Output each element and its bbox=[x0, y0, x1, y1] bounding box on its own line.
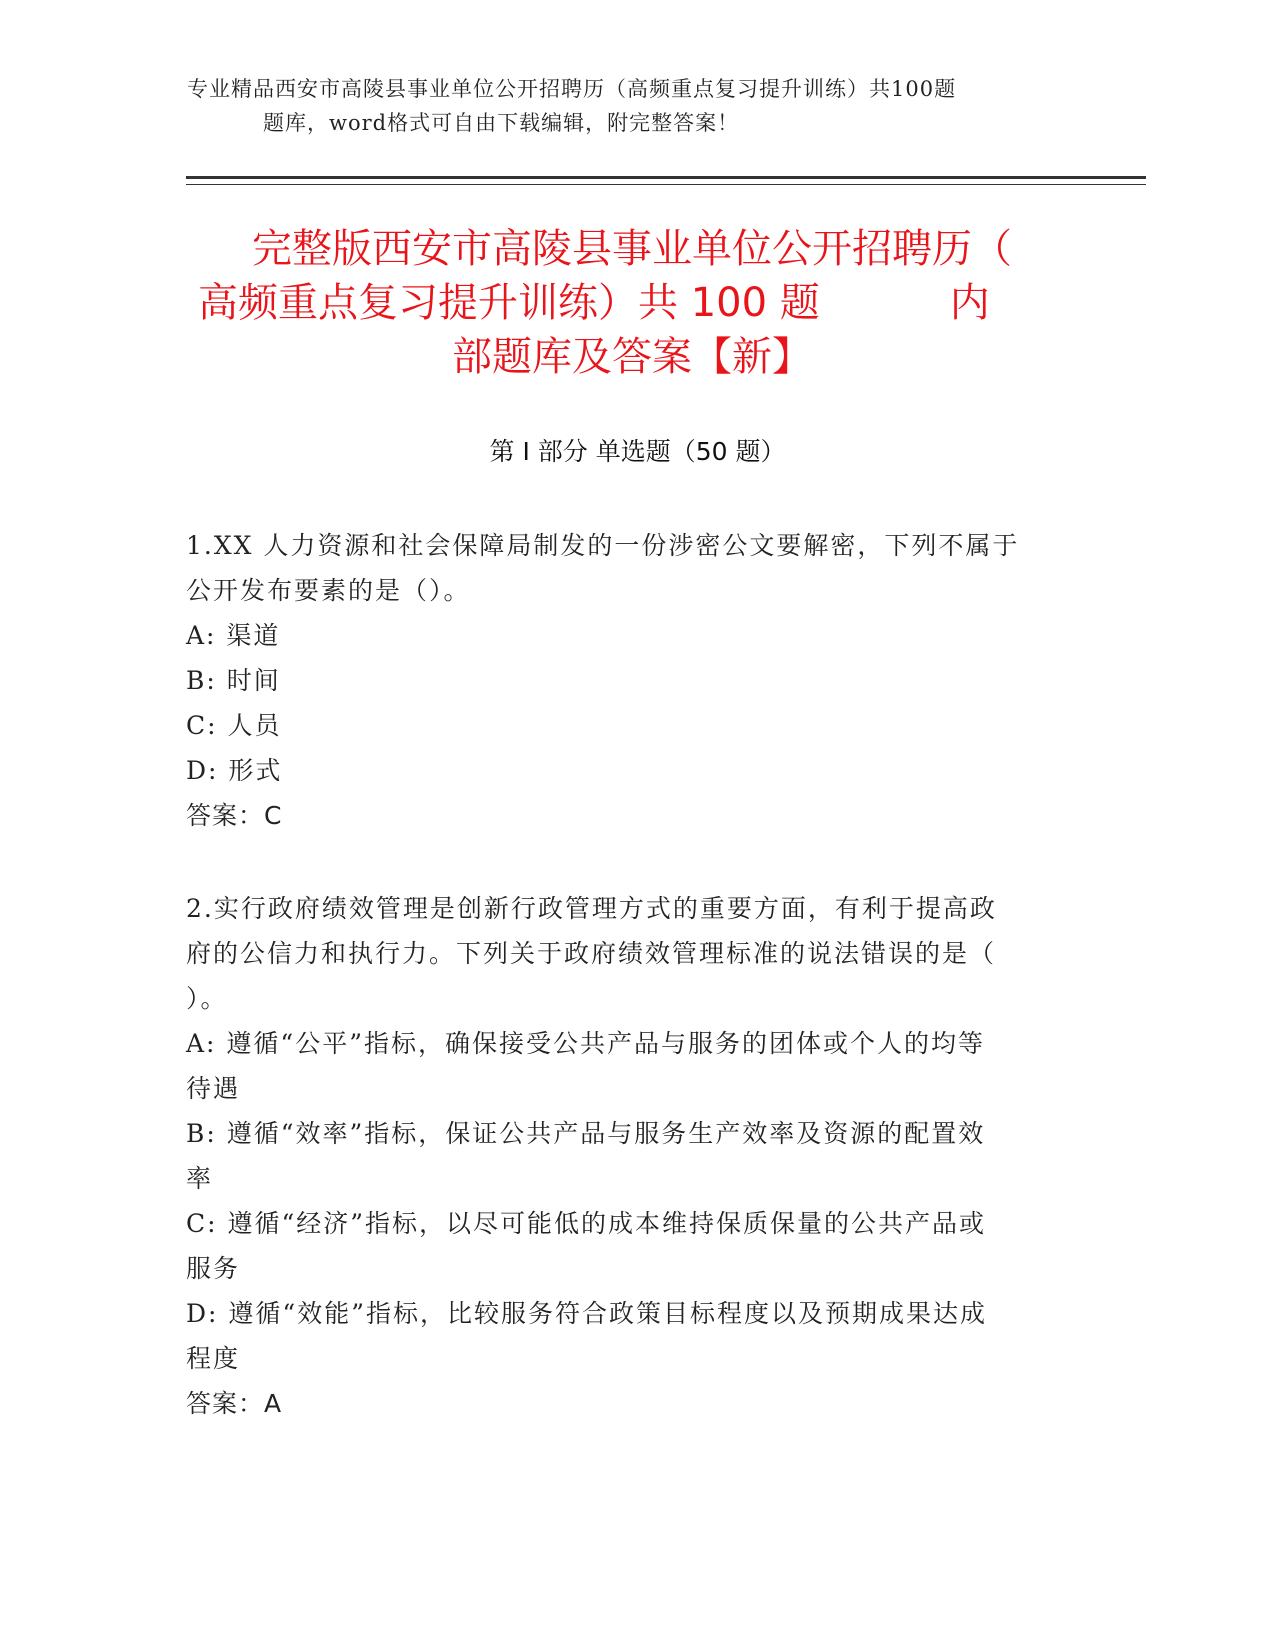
option-c: C: 遵循“经济”指标，以尽可能低的成本维持保质保量的公共产品或 bbox=[186, 1209, 987, 1238]
option-a: A: 遵循“公平”指标，确保接受公共产品与服务的团体或个人的均等 bbox=[186, 1029, 985, 1058]
question-1 bbox=[186, 523, 1066, 838]
option-a: A: 渠道 bbox=[186, 621, 281, 650]
question-stem-line: 府的公信力和执行力。下列关于政府绩效管理标准的说法错误的是（ bbox=[186, 939, 997, 968]
header-note bbox=[187, 72, 1067, 140]
option-c-cont: 服务 bbox=[186, 1254, 241, 1283]
header-note-line2: 题库，word格式可自由下载编辑，附完整答案！ bbox=[263, 111, 740, 135]
question-stem-line: 公开发布要素的是（）。 bbox=[186, 576, 471, 605]
header-divider-thin bbox=[186, 184, 1146, 185]
option-b-cont: 率 bbox=[186, 1164, 214, 1193]
option-c: C: 人员 bbox=[186, 711, 282, 740]
question-2 bbox=[186, 886, 1066, 1426]
option-b: B: 时间 bbox=[186, 666, 281, 695]
option-a-cont: 待遇 bbox=[186, 1074, 241, 1103]
option-d: D: 形式 bbox=[186, 756, 283, 785]
question-stem-line: 1.XX 人力资源和社会保障局制发的一份涉密公文要解密，下列不属于 bbox=[186, 531, 1020, 560]
question-stem-line: ）。 bbox=[186, 984, 228, 1013]
title-line3: 部题库及答案【新】 bbox=[452, 334, 812, 380]
document-title bbox=[198, 222, 1066, 384]
header-note-line1: 专业精品西安市高陵县事业单位公开招聘历（高频重点复习提升训练）共100题 bbox=[187, 77, 957, 101]
option-d-cont: 程度 bbox=[186, 1344, 241, 1373]
title-line2-right: 内 bbox=[949, 280, 990, 326]
option-d: D: 遵循“效能”指标，比较服务符合政策目标程度以及预期成果达成 bbox=[186, 1299, 987, 1328]
title-line1: 完整版西安市高陵县事业单位公开招聘历（ bbox=[252, 226, 1012, 272]
answer: 答案：A bbox=[186, 1389, 283, 1418]
option-b: B: 遵循“效率”指标，保证公共产品与服务生产效率及资源的配置效 bbox=[186, 1119, 986, 1148]
title-line2 bbox=[198, 276, 1066, 330]
title-line2-left: 高频重点复习提升训练）共 100 题 bbox=[198, 280, 820, 326]
header-divider-thick bbox=[186, 176, 1146, 179]
section-title: 第 I 部分 单选题（50 题） bbox=[489, 437, 786, 466]
question-stem-line: 2.实行政府绩效管理是创新行政管理方式的重要方面，有利于提高政 bbox=[186, 894, 997, 923]
answer: 答案：C bbox=[186, 801, 283, 830]
